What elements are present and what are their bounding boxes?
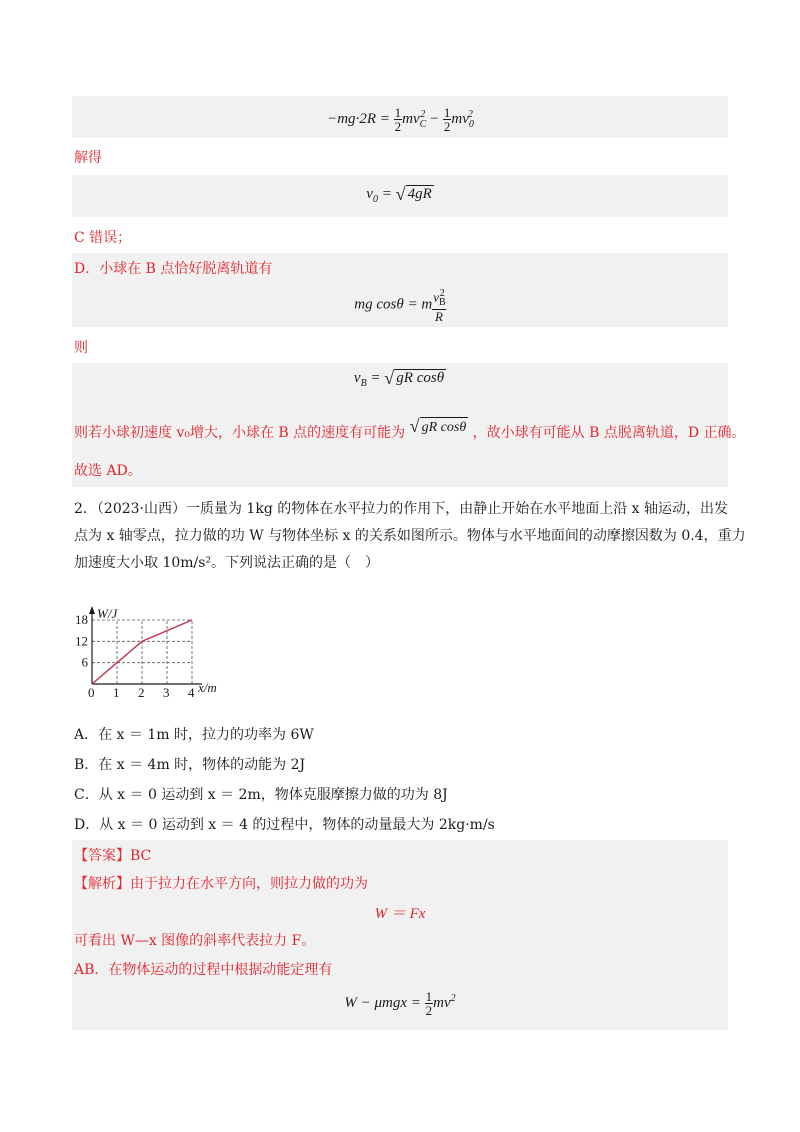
x-axis-label: x/m: [198, 680, 217, 695]
x-tick-label-2: 2: [138, 685, 145, 700]
q2-line-2: 点为 x 轴零点，拉力做的功 W 与物体坐标 x 的关系如图所示。物体与水平地面间的动摩擦因数为 0.4，重力: [74, 528, 746, 544]
option-d: D．从 x ＝ 0 运动到 x ＝ 4 的过程中，物体的动量最大为 2kg·m/s: [74, 817, 495, 833]
energy-theorem-formula: W − μmgx = $\frac{1}{2}$ $mv^2$: [344, 989, 456, 1018]
then-label: 则: [74, 340, 88, 356]
x-tick-label-1: 1: [113, 685, 120, 700]
w-fx-formula: W ＝ Fx: [374, 906, 426, 922]
x-tick-label-0: 0: [88, 685, 95, 700]
energy-conservation-formula: −mg·2R = $\frac{1}{2}$ $mv_C^2$ − $\frac{1}{2}$ $mv_0^2$: [327, 105, 474, 134]
formula-block-1: [72, 96, 728, 138]
sqrt-inline: √ gR cosθ: [409, 416, 467, 436]
c-wrong-label: C 错误；: [74, 230, 132, 246]
d-intro: D．小球在 B 点恰好脱离轨道有: [74, 261, 273, 277]
q2-line-3: 加速度大小取 10m/s²。下列说法正确的是（ ）: [74, 555, 380, 571]
y-tick-label-12: 12: [75, 633, 88, 649]
d-conclusion-b: ，故小球有可能从 B 点脱离轨道，D 正确。: [472, 425, 746, 441]
option-b: B．在 x ＝ 4m 时，物体的动能为 2J: [74, 757, 306, 773]
answer-line: 【答案】BC: [74, 848, 152, 864]
d-conclusion-a: 则若小球初速度 v₀增大，小球在 B 点的速度有可能为: [74, 425, 406, 441]
v0-formula: $v_0$ = √ 4gR: [366, 184, 432, 205]
formula-block-4: [72, 363, 746, 487]
ab-line: AB．在物体运动的过程中根据动能定理有: [74, 962, 333, 978]
mgcos-formula: mg cosθ = m $\frac{v_B^2}{R}$: [354, 288, 446, 324]
slope-line: 可看出 W—x 图像的斜率代表拉力 F。: [74, 933, 316, 949]
vB-formula: $v_B$ = √ gR cosθ: [353, 368, 445, 389]
option-a: A．在 x ＝ 1m 时，拉力的功率为 6W: [74, 727, 314, 743]
x-tick-label-4: 4: [188, 685, 195, 700]
y-tick-label-18: 18: [75, 612, 88, 627]
q2-line-1: 2．（2023·山西）一质量为 1kg 的物体在水平拉力的作用下，由静止开始在水平地面上沿 x 轴运动，出发: [74, 501, 729, 517]
choose-label: 故选 AD。: [74, 463, 142, 479]
w-x-chart: [66, 604, 236, 700]
solve-label: 解得: [74, 150, 102, 166]
y-axis-label: W/J: [97, 606, 118, 621]
x-tick-label-3: 3: [163, 685, 170, 700]
d-conclusion: [74, 416, 746, 444]
answer-block: [72, 840, 728, 1030]
y-axis-arrow: [89, 606, 95, 614]
formula-block-3: [72, 253, 728, 327]
option-c: C．从 x ＝ 0 运动到 x ＝ 2m，物体克服摩擦力做的功为 8J: [74, 787, 448, 803]
formula-block-2: [72, 175, 728, 217]
analysis-line: 【解析】由于拉力在水平方向，则拉力做的功为: [74, 876, 368, 892]
y-tick-label-6: 6: [81, 654, 88, 670]
